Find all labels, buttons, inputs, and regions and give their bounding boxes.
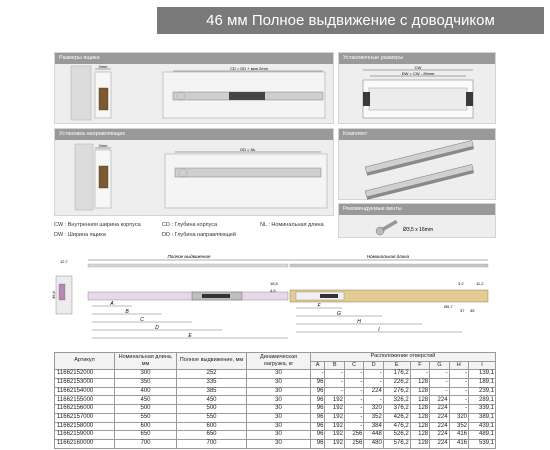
- table-cell: 11662152000: [55, 370, 115, 379]
- table-row: [55, 439, 496, 448]
- table-cell: -: [325, 370, 344, 379]
- col-hole-f: F: [410, 361, 429, 370]
- table-cell: -: [449, 396, 468, 405]
- dim-3-2: 3,2: [458, 281, 464, 286]
- table-cell: -: [325, 379, 344, 388]
- table-cell: 385: [177, 387, 247, 396]
- table-cell: 600: [115, 422, 177, 431]
- table-cell: 30: [247, 379, 311, 388]
- slide-technical-drawing: [52, 252, 497, 350]
- table-cell: 96: [311, 405, 325, 414]
- table-cell: -: [311, 370, 325, 379]
- guide-install-drawing: [55, 140, 335, 216]
- table-cell: 500: [177, 405, 247, 414]
- screw-size-label: Ø3,5 x 16mm: [403, 227, 434, 233]
- table-row: [55, 422, 496, 431]
- min-gap-label: 2mm: [98, 64, 108, 69]
- screw-drawing: [339, 215, 497, 238]
- table-cell: -: [344, 370, 363, 379]
- hole-label-f: F: [317, 303, 321, 309]
- table-cell: 224: [430, 431, 449, 440]
- table-row: [55, 387, 496, 396]
- table-cell: 96: [311, 379, 325, 388]
- table-cell: 96: [311, 387, 325, 396]
- table-cell: 350: [115, 379, 177, 388]
- table-cell: 480: [364, 439, 383, 448]
- table-cell: 30: [247, 370, 311, 379]
- table-cell: 11662153000: [55, 379, 115, 388]
- table-cell: -: [364, 379, 383, 388]
- table-cell: 226,2: [383, 379, 410, 388]
- table-cell: 476,2: [383, 422, 410, 431]
- table-cell: -: [364, 370, 383, 379]
- table-cell: 450: [115, 396, 177, 405]
- table-cell: 252: [177, 370, 247, 379]
- table-cell: 600: [177, 422, 247, 431]
- table-cell: 439,1: [469, 422, 496, 431]
- table-cell: 389,1: [469, 413, 496, 422]
- table-cell: 416: [449, 431, 468, 440]
- spec-table: [54, 352, 496, 449]
- table-cell: 192: [325, 405, 344, 414]
- col-hole-b: B: [325, 361, 344, 370]
- table-cell: 128: [410, 405, 429, 414]
- hole-label-c: C: [140, 317, 144, 323]
- table-cell: 11662159000: [55, 431, 115, 440]
- table-cell: -: [344, 387, 363, 396]
- table-cell: 192: [325, 431, 344, 440]
- table-cell: 576,2: [383, 439, 410, 448]
- col-hole-g: G: [430, 361, 449, 370]
- table-cell: 176,2: [383, 370, 410, 379]
- table-cell: 700: [177, 439, 247, 448]
- table-cell: 320: [364, 405, 383, 414]
- col-hole-d: D: [364, 361, 383, 370]
- table-cell: 450: [177, 396, 247, 405]
- panel-screws: [338, 203, 496, 238]
- dim-35: 35: [470, 308, 475, 313]
- table-cell: 128: [410, 431, 429, 440]
- table-row: [55, 370, 496, 379]
- table-cell: 300: [115, 370, 177, 379]
- table-cell: 128: [410, 396, 429, 405]
- table-cell: 11662157000: [55, 413, 115, 422]
- table-cell: 30: [247, 387, 311, 396]
- table-cell: 384: [364, 422, 383, 431]
- table-cell: -: [430, 387, 449, 396]
- hole-label-a: A: [110, 301, 114, 307]
- table-cell: -: [364, 396, 383, 405]
- table-cell: 30: [247, 431, 311, 440]
- table-cell: 96: [311, 431, 325, 440]
- col-extension: Полное выдвижение, мм: [177, 353, 247, 370]
- panel-kit-title: Комплект: [339, 129, 495, 140]
- table-cell: 320: [449, 413, 468, 422]
- table-cell: -: [449, 370, 468, 379]
- col-nominal: Номинальная длина, мм: [115, 353, 177, 370]
- dim-11-2: 11,2: [476, 281, 484, 286]
- cd-formula-label: CD = DD + мин 2mm: [230, 66, 268, 71]
- table-cell: 256: [344, 431, 363, 440]
- table-cell: -: [449, 379, 468, 388]
- col-hole-i: I: [469, 361, 496, 370]
- col-hole-a: A: [311, 361, 325, 370]
- table-cell: -: [449, 387, 468, 396]
- table-cell: 326,2: [383, 396, 410, 405]
- table-cell: 448: [364, 431, 383, 440]
- dimension-legend: [54, 220, 334, 248]
- page-title: 46 мм Полное выдвижение с доводчиком: [157, 7, 544, 34]
- table-cell: 224: [430, 413, 449, 422]
- table-cell: 352: [364, 413, 383, 422]
- table-cell: 30: [247, 396, 311, 405]
- table-cell: 11662156000: [55, 405, 115, 414]
- dd-nl-label: DD = NL: [240, 147, 256, 152]
- dim-37: 37: [460, 308, 465, 313]
- dim-12-7: 12,7: [60, 259, 68, 264]
- table-cell: 335: [177, 379, 247, 388]
- table-cell: 700: [115, 439, 177, 448]
- table-cell: 256: [344, 439, 363, 448]
- table-cell: 139,1: [469, 370, 496, 379]
- box-size-drawing: [55, 64, 335, 124]
- table-cell: 224: [430, 439, 449, 448]
- table-cell: 128: [410, 387, 429, 396]
- col-hole-h: H: [449, 361, 468, 370]
- dw-formula-label: DW = CW - 26mm: [401, 71, 435, 76]
- table-cell: 30: [247, 422, 311, 431]
- table-cell: 539,1: [469, 439, 496, 448]
- table-cell: -: [325, 387, 344, 396]
- table-cell: 189,1: [469, 379, 496, 388]
- table-cell: 376,2: [383, 405, 410, 414]
- table-cell: 30: [247, 439, 311, 448]
- legend-dd: DD : Глубина направляющей: [162, 232, 236, 238]
- table-cell: 11662158000: [55, 422, 115, 431]
- panel-guide-install: [54, 128, 334, 216]
- panel-box-size: [54, 52, 334, 124]
- table-cell: 96: [311, 396, 325, 405]
- table-cell: -: [344, 405, 363, 414]
- col-holes: Расположение отверстий: [311, 353, 496, 362]
- hole-label-b: B: [125, 309, 129, 315]
- table-cell: 650: [177, 431, 247, 440]
- table-cell: 96: [311, 413, 325, 422]
- table-cell: 11662155000: [55, 396, 115, 405]
- table-cell: 96: [311, 422, 325, 431]
- guide-gap-label: 2mm: [98, 143, 108, 148]
- table-row: [55, 396, 496, 405]
- col-hole-e: E: [383, 361, 410, 370]
- panel-kit: [338, 128, 496, 200]
- panel-guide-install-title: Установка направляющих: [55, 129, 333, 140]
- kit-drawing: [339, 140, 497, 200]
- table-cell: -: [430, 379, 449, 388]
- legend-cw: CW : Внутренняя ширина корпуса: [54, 222, 141, 228]
- table-cell: 30: [247, 413, 311, 422]
- table-cell: 489,1: [469, 431, 496, 440]
- table-cell: 96: [311, 439, 325, 448]
- table-cell: -: [430, 370, 449, 379]
- table-cell: -: [410, 370, 429, 379]
- panel-box-size-title: Размеры ящика: [55, 53, 333, 64]
- table-cell: 192: [325, 413, 344, 422]
- hole-dimension-lines: [92, 306, 462, 338]
- dim-45-8: 45,8: [51, 291, 56, 299]
- table-row: [55, 405, 496, 414]
- table-cell: 239,1: [469, 387, 496, 396]
- hole-label-e: E: [188, 333, 192, 339]
- table-cell: 550: [115, 413, 177, 422]
- extension-dim-label: Полное выдвижение: [167, 254, 211, 259]
- install-size-drawing: [339, 64, 497, 124]
- table-cell: 339,1: [469, 405, 496, 414]
- table-cell: 192: [325, 396, 344, 405]
- hole-label-g: G: [337, 311, 341, 317]
- panel-install-size-title: Установочные размеры: [339, 53, 495, 64]
- table-row: [55, 413, 496, 422]
- table-cell: 400: [115, 387, 177, 396]
- table-cell: 550: [177, 413, 247, 422]
- table-cell: 11662154000: [55, 387, 115, 396]
- hole-label-d: D: [155, 325, 159, 331]
- legend-cd: CD : Глубина корпуса: [162, 222, 218, 228]
- hole-label-h: H: [357, 319, 361, 325]
- legend-nl: NL : Номинальная длина: [260, 222, 324, 228]
- table-cell: 30: [247, 405, 311, 414]
- dim-4-5: 4,5: [270, 288, 276, 293]
- table-cell: 289,1: [469, 396, 496, 405]
- hole-letters: [109, 301, 380, 339]
- table-cell: 192: [325, 439, 344, 448]
- col-article: Артикул: [55, 353, 115, 370]
- dim-5-7: Ø5,7: [444, 304, 453, 309]
- table-row: [55, 431, 496, 440]
- table-cell: 128: [410, 413, 429, 422]
- nominal-dim-label: Номинальная длина: [366, 254, 410, 259]
- table-cell: -: [344, 422, 363, 431]
- table-cell: -: [344, 413, 363, 422]
- table-cell: -: [344, 396, 363, 405]
- dim-18-5: 18,5: [270, 281, 278, 286]
- table-cell: 416: [449, 439, 468, 448]
- table-cell: -: [344, 379, 363, 388]
- table-cell: 526,2: [383, 431, 410, 440]
- table-cell: 224: [430, 396, 449, 405]
- table-cell: -: [449, 405, 468, 414]
- table-cell: 352: [449, 422, 468, 431]
- table-cell: 224: [364, 387, 383, 396]
- table-cell: 224: [430, 422, 449, 431]
- col-load: Динамическая нагрузка, кг: [247, 353, 311, 370]
- panel-screws-title: Рекомендуемые винты: [339, 204, 495, 215]
- table-cell: 224: [430, 405, 449, 414]
- table-cell: 128: [410, 379, 429, 388]
- table-cell: 500: [115, 405, 177, 414]
- table-cell: 650: [115, 431, 177, 440]
- table-cell: 128: [410, 439, 429, 448]
- table-cell: 11662160000: [55, 439, 115, 448]
- table-cell: 276,2: [383, 387, 410, 396]
- cw-label: CW: [414, 65, 422, 70]
- screw-icon: [375, 218, 399, 236]
- table-cell: 128: [410, 422, 429, 431]
- table-cell: 192: [325, 422, 344, 431]
- hole-label-i: I: [378, 327, 380, 333]
- legend-dw: DW : Ширина ящика: [54, 232, 106, 238]
- panel-install-size: [338, 52, 496, 124]
- table-cell: 426,2: [383, 413, 410, 422]
- table-row: [55, 379, 496, 388]
- col-hole-c: C: [344, 361, 363, 370]
